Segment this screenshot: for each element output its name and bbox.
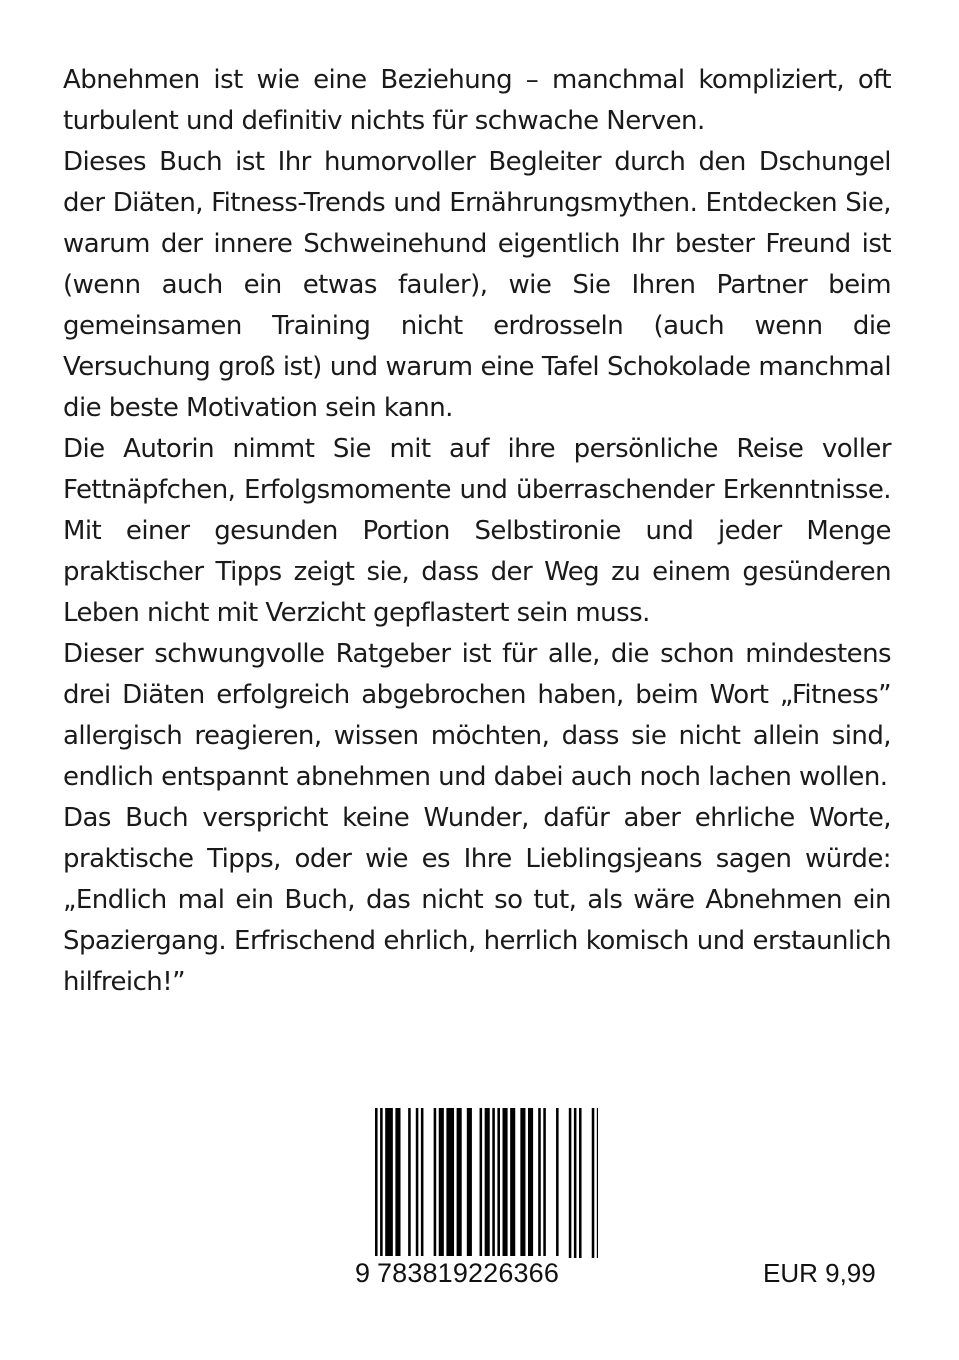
barcode-guard-bar — [492, 1108, 495, 1276]
isbn-rest-digits: 783819226366 — [377, 1258, 559, 1288]
blurb-paragraph-1: Abnehmen ist wie eine Beziehung – manchmal kompliziert, oft turbulent und definitiv nichts für schwache Nerven. — [63, 65, 891, 136]
barcode-bar — [408, 1108, 411, 1258]
barcode-bar — [446, 1108, 454, 1258]
barcode-bar — [457, 1108, 462, 1258]
barcode-bar — [395, 1108, 400, 1258]
barcode-bar — [556, 1108, 559, 1258]
barcode-guard-bar — [380, 1108, 383, 1276]
blurb-paragraph-4: Dieser schwungvolle Ratgeber ist für alle, die schon mindestens drei Diäten erfolgreich abgebrochen haben, beim Wort „Fitness” allergisch reagieren, wissen möchten, dass sie nicht allein sind, endlich entspannt abnehmen und dabei auch noch lachen wollen. — [63, 639, 891, 792]
blurb-paragraph-2: Dieses Buch ist Ihr humorvoller Begleiter durch den Dschungel der Diäten, Fitness-Trends und Ernährungsmythen. Entdecken Sie, warum der innere Schweinehund eigentlich Ihr bester Freund ist (wenn auch ein etwas fauler), wie Sie Ihren Partner beim gemeinsamen Training nicht erdrosseln (auch wenn die Versuchung groß ist) und warum eine Tafel Schokolade manchmal die beste Motivation sein kann. — [63, 147, 891, 423]
barcode-bar — [480, 1108, 483, 1258]
price-label: EUR 9,99 — [763, 1258, 876, 1288]
barcode-bar — [597, 1108, 598, 1258]
blurb-paragraph-3: Die Autorin nimmt Sie mit auf ihre persönliche Reise voller Fettnäpfchen, Erfolgsmomente und überraschender Erkenntnisse. Mit einer gesunden Portion Selbstironie und jeder Menge praktischer Tipps zeigt sie, dass der Weg zu einem gesünderen Leben nicht mit Verzicht gepflastert sein muss. — [63, 434, 891, 628]
barcode-bar — [592, 1108, 595, 1258]
blurb-paragraph-5: Das Buch verspricht keine Wunder, dafür aber ehrliche Worte, praktische Tipps, oder wie es Ihre Lieblingsjeans sagen würde: „Endlich mal ein Buch, das nicht so tut, als wäre Abnehmen ein Spaziergang. Erfrischend ehrlich, herrlich komisch und erstaunlich hilfreich!” — [63, 803, 891, 997]
barcode-bar — [579, 1108, 582, 1258]
barcode-guard-bar — [497, 1108, 500, 1276]
isbn-first-digit: 9 — [355, 1258, 371, 1288]
barcode-bar — [439, 1108, 444, 1258]
barcode-bar — [528, 1108, 533, 1258]
barcode-bar — [538, 1108, 541, 1258]
barcode-bar — [503, 1108, 508, 1258]
barcode-bar — [520, 1108, 525, 1258]
barcode-bar — [569, 1108, 572, 1258]
barcode-bar — [485, 1108, 490, 1258]
barcode-guard-bar — [375, 1108, 378, 1276]
barcode-bar — [421, 1108, 424, 1258]
isbn-number — [348, 1256, 588, 1290]
barcode-bar — [416, 1108, 419, 1258]
barcode-bar — [543, 1108, 546, 1258]
back-cover-blurb — [63, 60, 891, 1003]
barcode-bar — [385, 1108, 393, 1258]
barcode-bar — [434, 1108, 437, 1258]
barcode-bar — [467, 1108, 472, 1258]
barcode-bar — [574, 1108, 577, 1258]
barcode-bar — [510, 1108, 515, 1258]
